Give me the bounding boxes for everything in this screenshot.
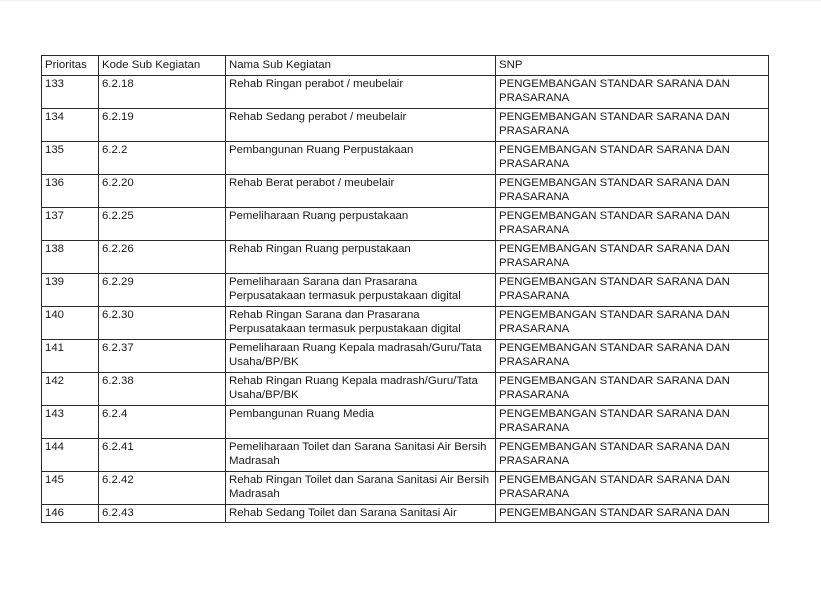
cell-prioritas: 133 (42, 76, 99, 109)
cell-kode-sub-kegiatan: 6.2.42 (99, 472, 226, 505)
table-row (42, 142, 769, 175)
table-row (42, 373, 769, 406)
sub-kegiatan-table (41, 55, 769, 523)
cell-snp: PENGEMBANGAN STANDAR SARANA DAN PRASARANA (496, 76, 769, 109)
table-row (42, 505, 769, 523)
cell-snp: PENGEMBANGAN STANDAR SARANA DAN (496, 505, 769, 523)
cell-prioritas: 134 (42, 109, 99, 142)
cell-snp: PENGEMBANGAN STANDAR SARANA DAN PRASARANA (496, 175, 769, 208)
cell-prioritas: 140 (42, 307, 99, 340)
cell-snp: PENGEMBANGAN STANDAR SARANA DAN PRASARANA (496, 373, 769, 406)
cell-nama-sub-kegiatan: Pemeliharaan Ruang perpustakaan (226, 208, 496, 241)
cell-snp: PENGEMBANGAN STANDAR SARANA DAN PRASARANA (496, 472, 769, 505)
cell-prioritas: 145 (42, 472, 99, 505)
table-row (42, 307, 769, 340)
table-row (42, 274, 769, 307)
cell-kode-sub-kegiatan: 6.2.26 (99, 241, 226, 274)
cell-nama-sub-kegiatan: Pemeliharaan Sarana dan Prasarana Perpusatakaan termasuk perpustakaan digital (226, 274, 496, 307)
cell-snp: PENGEMBANGAN STANDAR SARANA DAN PRASARANA (496, 439, 769, 472)
table-row (42, 439, 769, 472)
cell-snp: PENGEMBANGAN STANDAR SARANA DAN PRASARANA (496, 241, 769, 274)
cell-kode-sub-kegiatan: 6.2.38 (99, 373, 226, 406)
table-row (42, 340, 769, 373)
cell-kode-sub-kegiatan: 6.2.37 (99, 340, 226, 373)
cell-snp: PENGEMBANGAN STANDAR SARANA DAN PRASARANA (496, 340, 769, 373)
cell-nama-sub-kegiatan: Rehab Sedang Toilet dan Sarana Sanitasi Air (226, 505, 496, 523)
header-snp: SNP (496, 56, 769, 76)
table-row (42, 109, 769, 142)
cell-snp: PENGEMBANGAN STANDAR SARANA DAN PRASARANA (496, 208, 769, 241)
cell-prioritas: 135 (42, 142, 99, 175)
cell-prioritas: 146 (42, 505, 99, 523)
table-row (42, 472, 769, 505)
table-row (42, 76, 769, 109)
cell-snp: PENGEMBANGAN STANDAR SARANA DAN PRASARANA (496, 274, 769, 307)
cell-nama-sub-kegiatan: Pemeliharaan Ruang Kepala madrasah/Guru/Tata Usaha/BP/BK (226, 340, 496, 373)
table-row (42, 241, 769, 274)
cell-kode-sub-kegiatan: 6.2.4 (99, 406, 226, 439)
cell-prioritas: 139 (42, 274, 99, 307)
table-body (42, 76, 769, 523)
cell-nama-sub-kegiatan: Pembangunan Ruang Perpustakaan (226, 142, 496, 175)
cell-prioritas: 141 (42, 340, 99, 373)
cell-kode-sub-kegiatan: 6.2.18 (99, 76, 226, 109)
cell-nama-sub-kegiatan: Rehab Ringan Ruang Kepala madrash/Guru/Tata Usaha/BP/BK (226, 373, 496, 406)
header-prioritas: Prioritas (42, 56, 99, 76)
header-nama-sub-kegiatan: Nama Sub Kegiatan (226, 56, 496, 76)
cell-prioritas: 136 (42, 175, 99, 208)
cell-nama-sub-kegiatan: Rehab Ringan Toilet dan Sarana Sanitasi Air Bersih Madrasah (226, 472, 496, 505)
cell-prioritas: 137 (42, 208, 99, 241)
cell-kode-sub-kegiatan: 6.2.20 (99, 175, 226, 208)
cell-kode-sub-kegiatan: 6.2.29 (99, 274, 226, 307)
cell-snp: PENGEMBANGAN STANDAR SARANA DAN PRASARANA (496, 406, 769, 439)
cell-kode-sub-kegiatan: 6.2.19 (99, 109, 226, 142)
table-header-row (42, 56, 769, 76)
cell-nama-sub-kegiatan: Rehab Sedang perabot / meubelair (226, 109, 496, 142)
cell-prioritas: 144 (42, 439, 99, 472)
cell-prioritas: 138 (42, 241, 99, 274)
cell-nama-sub-kegiatan: Rehab Ringan perabot / meubelair (226, 76, 496, 109)
cell-prioritas: 142 (42, 373, 99, 406)
cell-nama-sub-kegiatan: Rehab Ringan Ruang perpustakaan (226, 241, 496, 274)
cell-kode-sub-kegiatan: 6.2.25 (99, 208, 226, 241)
cell-kode-sub-kegiatan: 6.2.41 (99, 439, 226, 472)
cell-kode-sub-kegiatan: 6.2.2 (99, 142, 226, 175)
table-row (42, 406, 769, 439)
cell-kode-sub-kegiatan: 6.2.30 (99, 307, 226, 340)
table-row (42, 175, 769, 208)
cell-nama-sub-kegiatan: Rehab Ringan Sarana dan Prasarana Perpusatakaan termasuk perpustakaan digital (226, 307, 496, 340)
cell-kode-sub-kegiatan: 6.2.43 (99, 505, 226, 523)
header-kode-sub-kegiatan: Kode Sub Kegiatan (99, 56, 226, 76)
cell-snp: PENGEMBANGAN STANDAR SARANA DAN PRASARANA (496, 142, 769, 175)
cell-nama-sub-kegiatan: Pemeliharaan Toilet dan Sarana Sanitasi Air Bersih Madrasah (226, 439, 496, 472)
cell-nama-sub-kegiatan: Pembangunan Ruang Media (226, 406, 496, 439)
cell-snp: PENGEMBANGAN STANDAR SARANA DAN PRASARANA (496, 307, 769, 340)
cell-snp: PENGEMBANGAN STANDAR SARANA DAN PRASARANA (496, 109, 769, 142)
table-row (42, 208, 769, 241)
cell-prioritas: 143 (42, 406, 99, 439)
cell-nama-sub-kegiatan: Rehab Berat perabot / meubelair (226, 175, 496, 208)
